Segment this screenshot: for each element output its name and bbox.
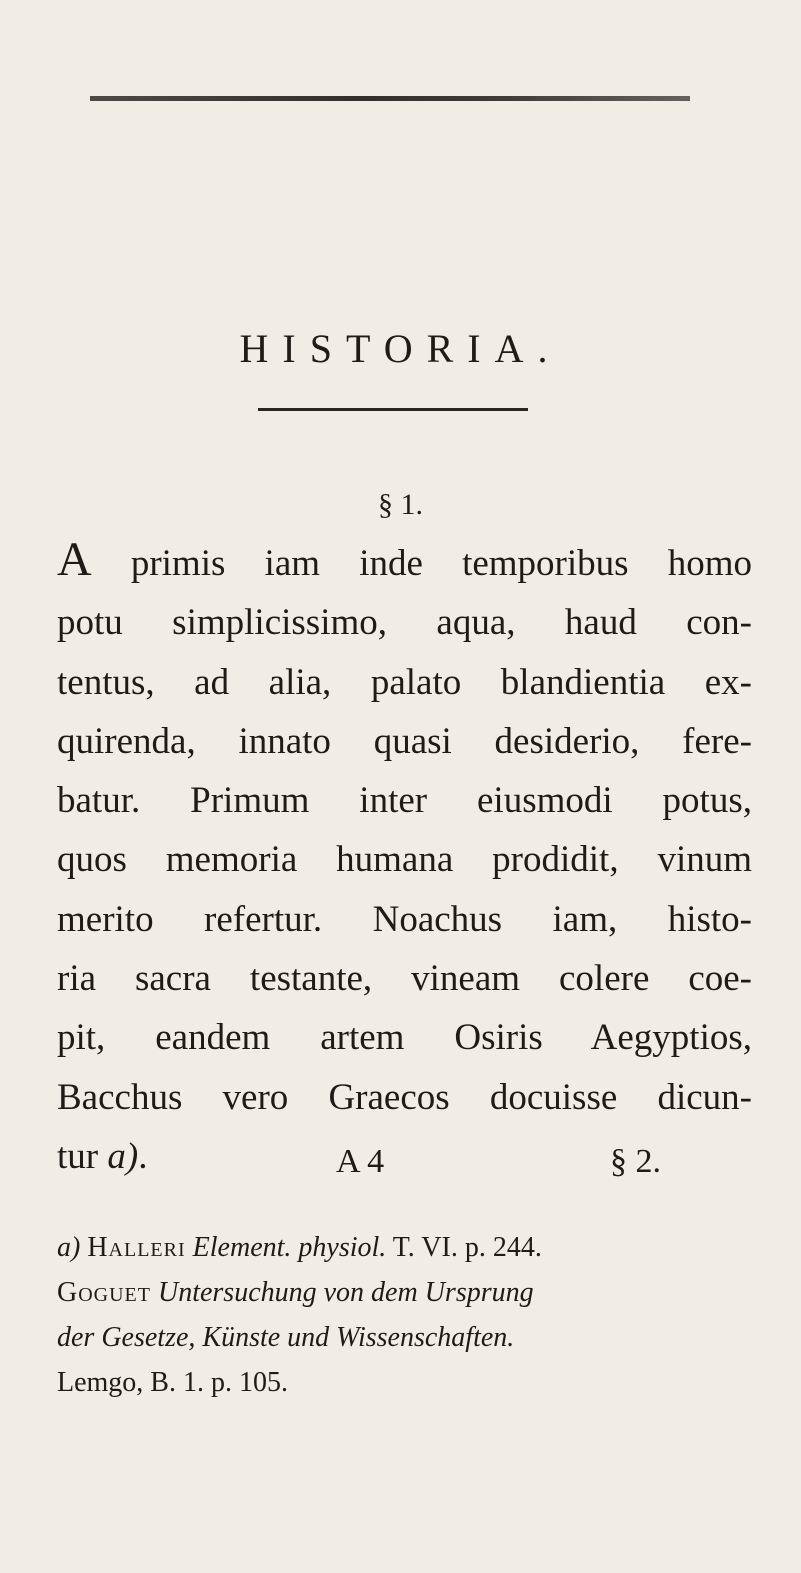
signature-mark: A 4 <box>336 1143 385 1180</box>
footnote-reference-detail: T. VI. p. 244. <box>392 1232 542 1263</box>
footnote-marker: a) <box>57 1232 81 1263</box>
body-line: Bacchus vero Graecos docuisse dicun- <box>57 1076 752 1118</box>
body-line: A primis iam inde temporibus homo <box>57 533 752 586</box>
body-line: tur a). <box>57 1135 148 1177</box>
page-title: HISTORIA. <box>239 326 562 371</box>
header-rule <box>90 96 690 101</box>
body-line: pit, eandem artem Osiris Aegyptios, <box>57 1017 752 1059</box>
footnote-work: Element. physiol. <box>192 1232 387 1263</box>
section-number: § 1. <box>378 488 423 521</box>
body-line: tentus, ad alia, palato blandientia ex- <box>57 661 752 703</box>
body-line: batur. Primum inter eiusmodi potus, <box>57 780 752 822</box>
title-rule <box>258 408 528 411</box>
footnote-author: Halleri <box>87 1232 186 1263</box>
footnote-work: Untersuchung von dem Ursprung <box>157 1277 534 1308</box>
footnote-work: der Gesetze, Künste und Wissenschaften. <box>57 1322 515 1353</box>
footnote-line <box>57 1315 752 1360</box>
body-line: ria sacra testante, vineam colere coe- <box>57 958 752 1000</box>
body-line: merito refertur. Noachus iam, histo- <box>57 898 752 940</box>
footnote <box>57 1225 752 1405</box>
body-line: potu simplicissimo, aqua, haud con- <box>57 602 752 644</box>
footnote-line: Lemgo, B. 1. p. 105. <box>57 1367 288 1398</box>
body-line: quos memoria humana prodidit, vinum <box>57 839 752 881</box>
footnote-line <box>57 1225 752 1270</box>
catchword: § 2. <box>610 1143 661 1180</box>
drop-capital: A <box>57 533 92 586</box>
body-paragraph <box>57 530 752 1186</box>
body-line: quirenda, innato quasi desiderio, fere- <box>57 720 752 762</box>
footnote-line <box>57 1270 752 1315</box>
footnote-reference: a) <box>107 1135 139 1177</box>
footnote-author: Goguet <box>57 1277 151 1308</box>
